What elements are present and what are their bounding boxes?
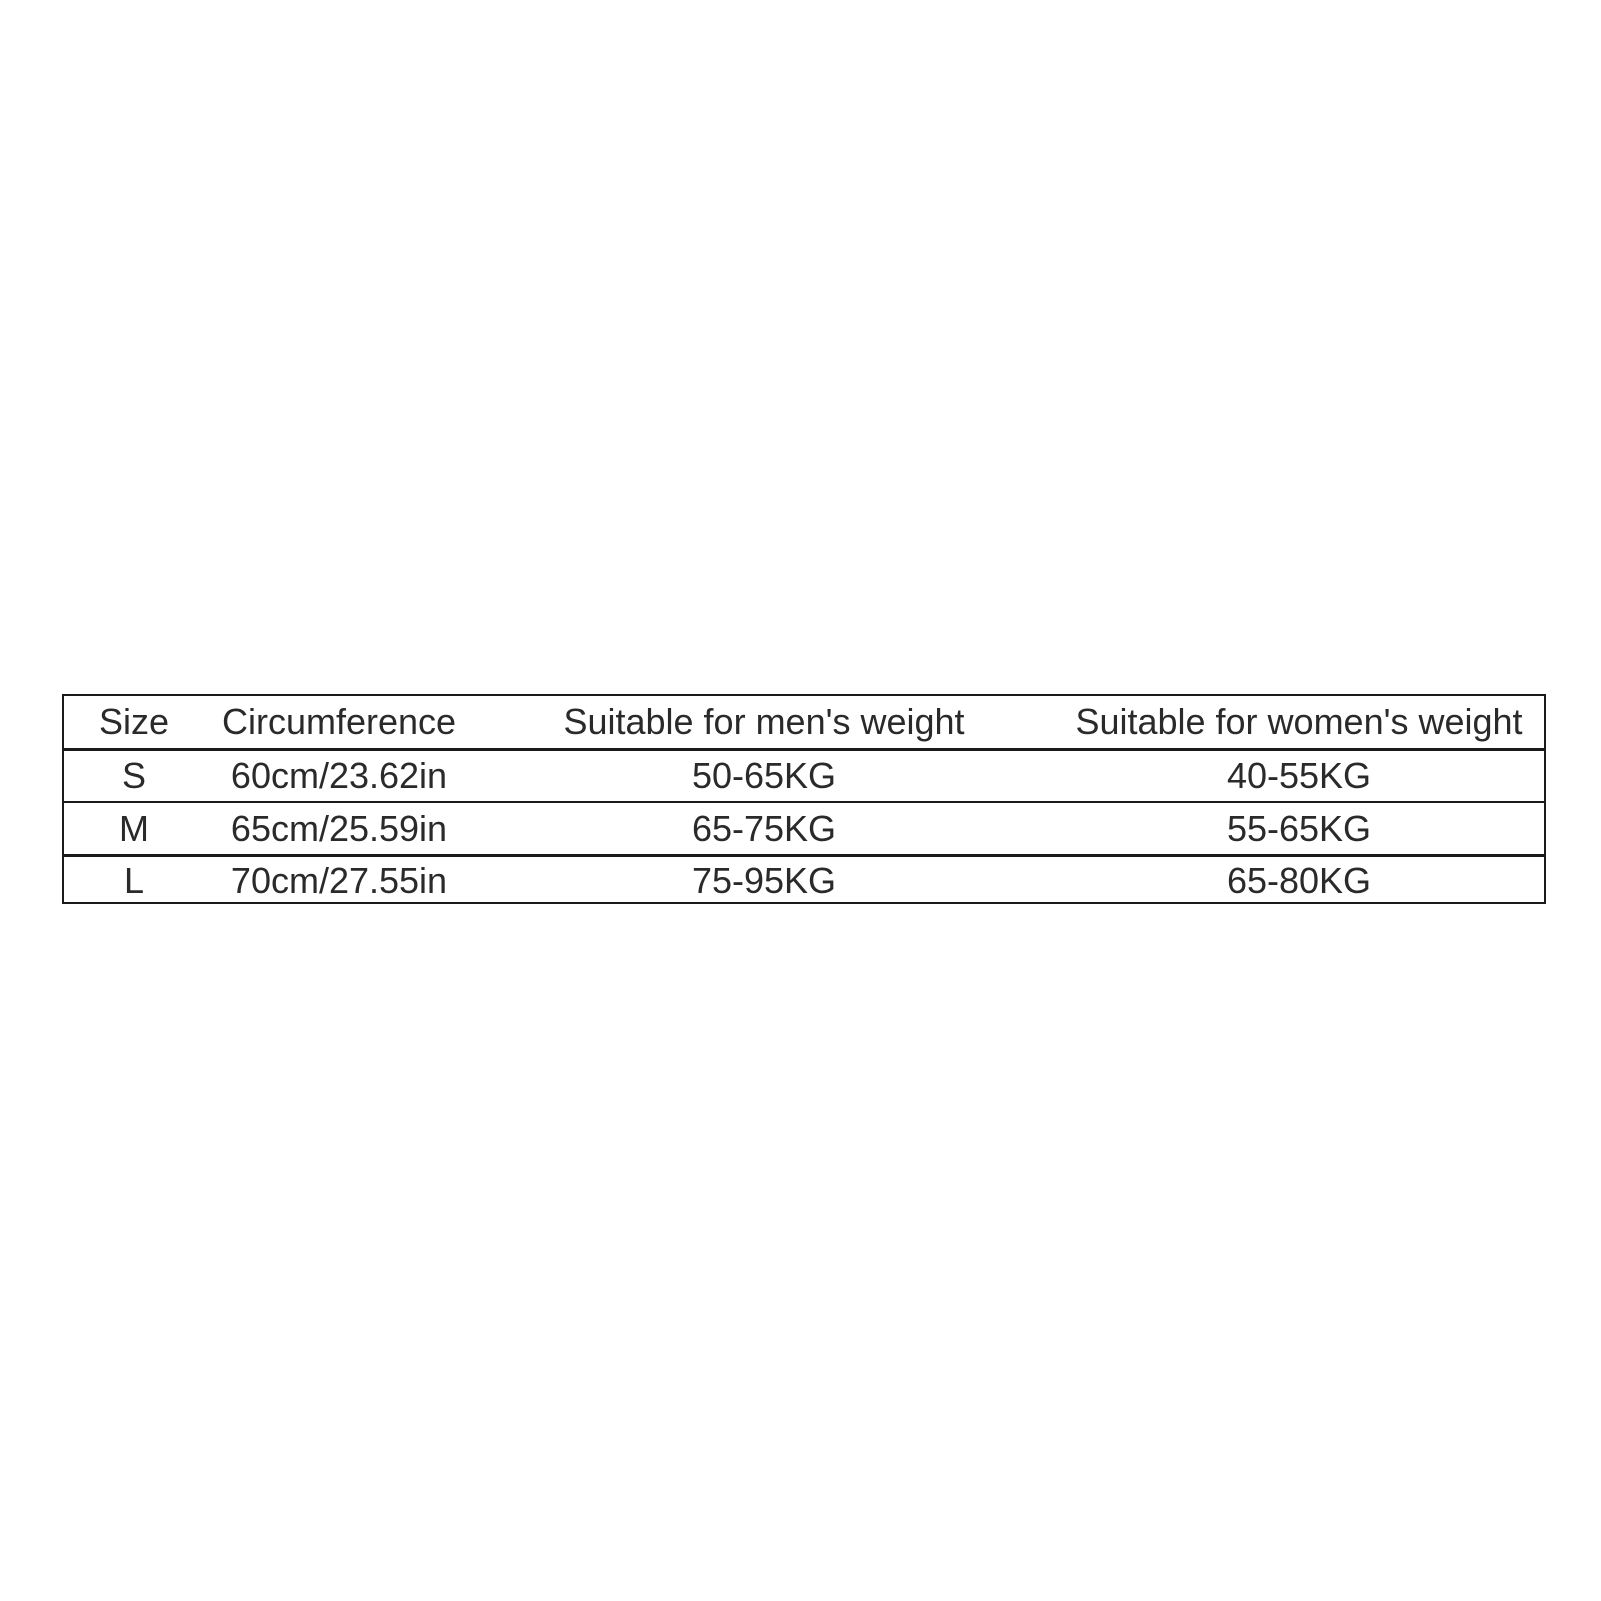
size-chart-table: [62, 694, 1546, 904]
header-men-weight: Suitable for men's weight: [563, 701, 965, 742]
header-circumference: Circumference: [221, 701, 457, 742]
cell-size: L: [123, 859, 145, 901]
header-women-weight: Suitable for women's weight: [1075, 701, 1523, 742]
header-size: Size: [98, 701, 170, 742]
table-row: [64, 803, 1544, 857]
cell-men-weight: 65-75KG: [691, 807, 837, 849]
cell-circumference: 60cm/23.62in: [230, 755, 448, 796]
cell-men-weight: 75-95KG: [691, 859, 837, 901]
cell-women-weight: 65-80KG: [1226, 859, 1372, 901]
cell-men-weight: 50-65KG: [691, 755, 837, 796]
table-header-row: [64, 696, 1544, 751]
table-row: [64, 857, 1544, 904]
cell-women-weight: 40-55KG: [1226, 755, 1372, 796]
cell-size: M: [119, 807, 149, 849]
cell-circumference: 65cm/25.59in: [230, 807, 448, 849]
cell-women-weight: 55-65KG: [1226, 807, 1372, 849]
table-row: [64, 751, 1544, 803]
cell-circumference: 70cm/27.55in: [230, 859, 448, 901]
cell-size: S: [121, 755, 146, 796]
